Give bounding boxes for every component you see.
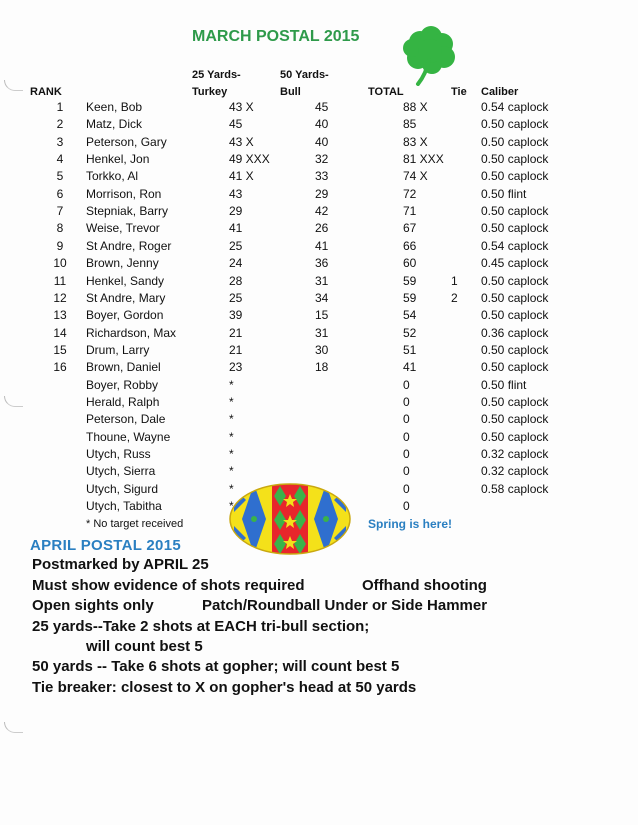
table-row bbox=[0, 308, 638, 325]
total-cell: 74 X bbox=[403, 169, 428, 184]
april-patch-line: Patch/Roundball Under or Side Hammer bbox=[202, 597, 488, 614]
score-50-cell: 31 bbox=[315, 273, 329, 288]
page-title: MARCH POSTAL 2015 bbox=[192, 28, 360, 45]
april-sights-line: Open sights only bbox=[32, 597, 154, 614]
name-cell: Morrison, Ron bbox=[86, 186, 162, 201]
rank-cell: 15 bbox=[53, 342, 67, 357]
shamrock-icon bbox=[398, 24, 462, 86]
total-cell: 0 bbox=[403, 481, 410, 496]
table-row bbox=[0, 274, 638, 291]
april-25yards-line: 25 yards--Take 2 shots at EACH tri-bull section; bbox=[32, 618, 370, 635]
rank-cell: 6 bbox=[56, 186, 64, 201]
rank-cell: 5 bbox=[56, 169, 64, 184]
name-cell: Brown, Jenny bbox=[86, 256, 159, 271]
rank-cell: 11 bbox=[53, 273, 67, 288]
score-50-cell: 29 bbox=[315, 186, 329, 201]
table-row bbox=[0, 221, 638, 238]
table-row bbox=[0, 204, 638, 221]
caliber-cell: 0.50 caplock bbox=[481, 204, 549, 219]
total-cell: 85 bbox=[403, 117, 417, 132]
header-25-yards: 25 Yards- bbox=[192, 69, 241, 81]
binder-hole-mark bbox=[4, 722, 23, 733]
rank-cell: 8 bbox=[56, 221, 64, 236]
score-25-cell: 39 bbox=[229, 308, 243, 323]
name-cell: Henkel, Sandy bbox=[86, 273, 165, 288]
name-cell: Utych, Russ bbox=[86, 447, 151, 461]
name-cell: Thoune, Wayne bbox=[86, 429, 171, 444]
score-25-cell: * bbox=[229, 499, 234, 514]
table-row bbox=[0, 135, 638, 152]
caliber-cell: 0.50 caplock bbox=[481, 134, 549, 149]
rank-cell: 9 bbox=[56, 238, 64, 253]
total-cell: 83 X bbox=[403, 134, 428, 149]
name-cell: Drum, Larry bbox=[86, 342, 150, 357]
score-25-cell: 43 X bbox=[229, 134, 254, 149]
score-50-cell: 15 bbox=[315, 308, 329, 323]
name-cell: Weise, Trevor bbox=[86, 221, 160, 236]
header-tie: Tie bbox=[451, 86, 467, 98]
total-cell: 67 bbox=[403, 221, 417, 236]
table-row bbox=[0, 117, 638, 134]
total-cell: 0 bbox=[403, 412, 410, 427]
caliber-cell: 0.50 caplock bbox=[481, 273, 549, 288]
caliber-cell: 0.54 caplock bbox=[481, 100, 549, 114]
score-25-cell: * bbox=[229, 394, 234, 409]
april-offhand-line: Offhand shooting bbox=[362, 577, 487, 594]
total-cell: 0 bbox=[403, 429, 410, 444]
caliber-cell: 0.50 caplock bbox=[481, 169, 549, 184]
table-row bbox=[0, 152, 638, 169]
binder-hole-mark bbox=[4, 80, 23, 91]
caliber-cell: 0.50 caplock bbox=[481, 412, 549, 427]
score-25-cell: 21 bbox=[229, 342, 243, 357]
score-50-cell: 33 bbox=[315, 169, 329, 184]
score-25-cell: 29 bbox=[229, 204, 243, 219]
caliber-cell: 0.50 caplock bbox=[481, 360, 549, 375]
total-cell: 0 bbox=[403, 464, 410, 479]
footnote-no-target: * No target received bbox=[86, 518, 184, 530]
total-cell: 66 bbox=[403, 238, 417, 253]
header-50-yards: 50 Yards- bbox=[280, 69, 329, 81]
score-25-cell: * bbox=[229, 429, 234, 444]
name-cell: Peterson, Dale bbox=[86, 412, 166, 427]
rank-cell: 7 bbox=[56, 204, 64, 219]
total-cell: 52 bbox=[403, 325, 417, 340]
table-row bbox=[0, 326, 638, 343]
table-row bbox=[0, 100, 638, 117]
table-row bbox=[0, 343, 638, 360]
score-25-cell: 24 bbox=[229, 256, 243, 271]
total-cell: 51 bbox=[403, 342, 417, 357]
score-25-cell: 45 bbox=[229, 117, 243, 132]
caliber-cell: 0.50 caplock bbox=[481, 152, 549, 167]
total-cell: 0 bbox=[403, 377, 410, 392]
caliber-cell: 0.50 caplock bbox=[481, 308, 549, 323]
name-cell: Brown, Daniel bbox=[86, 360, 161, 375]
score-25-cell: * bbox=[229, 412, 234, 427]
caliber-cell: 0.50 caplock bbox=[481, 290, 549, 305]
name-cell: Utych, Sigurd bbox=[86, 481, 159, 496]
rank-cell: 3 bbox=[56, 134, 64, 149]
caliber-cell: 0.50 flint bbox=[481, 186, 527, 201]
score-25-cell: 49 XXX bbox=[229, 152, 270, 167]
total-cell: 54 bbox=[403, 308, 417, 323]
caliber-cell: 0.50 caplock bbox=[481, 342, 549, 357]
name-cell: Boyer, Gordon bbox=[86, 308, 164, 323]
rank-cell: 16 bbox=[53, 360, 67, 375]
score-50-cell: 41 bbox=[315, 238, 329, 253]
caliber-cell: 0.54 caplock bbox=[481, 238, 549, 253]
total-cell: 88 X bbox=[403, 100, 428, 114]
rank-cell: 12 bbox=[53, 290, 67, 305]
name-cell: St Andre, Roger bbox=[86, 238, 172, 253]
score-25-cell: 28 bbox=[229, 273, 243, 288]
score-25-cell: 25 bbox=[229, 290, 243, 305]
score-50-cell: 45 bbox=[315, 100, 329, 114]
rank-cell: 2 bbox=[56, 117, 64, 132]
total-cell: 41 bbox=[403, 360, 417, 375]
table-row bbox=[0, 378, 638, 395]
rank-cell: 14 bbox=[53, 325, 67, 340]
rank-cell: 1 bbox=[56, 100, 64, 114]
score-50-cell: 30 bbox=[315, 342, 329, 357]
name-cell: Matz, Dick bbox=[86, 117, 143, 132]
total-cell: 60 bbox=[403, 256, 417, 271]
score-25-cell: 41 X bbox=[229, 169, 254, 184]
april-evidence-line: Must show evidence of shots required bbox=[32, 577, 305, 594]
name-cell: Peterson, Gary bbox=[86, 134, 167, 149]
score-25-cell: * bbox=[229, 377, 234, 392]
score-50-cell: 40 bbox=[315, 134, 329, 149]
total-cell: 71 bbox=[403, 204, 417, 219]
caliber-cell: 0.36 caplock bbox=[481, 325, 549, 340]
name-cell: Utych, Tabitha bbox=[86, 499, 162, 514]
name-cell: Utych, Sierra bbox=[86, 464, 156, 479]
caliber-cell: 0.50 caplock bbox=[481, 429, 549, 444]
name-cell: Stepniak, Barry bbox=[86, 204, 169, 219]
score-50-cell: 18 bbox=[315, 360, 329, 375]
april-tiebreaker-line: Tie breaker: closest to X on gopher's head at 50 yards bbox=[32, 679, 417, 696]
score-50-cell: 31 bbox=[315, 325, 329, 340]
score-25-cell: * bbox=[229, 464, 234, 479]
rank-cell: 10 bbox=[53, 256, 67, 271]
score-25-cell: * bbox=[229, 447, 234, 461]
table-row bbox=[0, 239, 638, 256]
total-cell: 0 bbox=[403, 447, 410, 461]
name-cell: Herald, Ralph bbox=[86, 394, 160, 409]
score-50-cell: 34 bbox=[315, 290, 329, 305]
total-cell: 59 bbox=[403, 290, 417, 305]
score-25-cell: 43 bbox=[229, 186, 243, 201]
april-postal-title: APRIL POSTAL 2015 bbox=[30, 537, 181, 554]
caliber-cell: 0.45 caplock bbox=[481, 256, 549, 271]
table-row bbox=[0, 360, 638, 377]
score-25-cell: 25 bbox=[229, 238, 243, 253]
table-row bbox=[0, 256, 638, 273]
table-row bbox=[0, 169, 638, 186]
table-row bbox=[0, 412, 638, 429]
header-total: TOTAL bbox=[368, 86, 404, 98]
caliber-cell: 0.32 caplock bbox=[481, 464, 549, 479]
header-rank: RANK bbox=[30, 86, 62, 98]
score-25-cell: * bbox=[229, 481, 234, 496]
total-cell: 0 bbox=[403, 499, 410, 514]
total-cell: 0 bbox=[403, 394, 410, 409]
april-postmark-line: Postmarked by APRIL 25 bbox=[32, 556, 209, 573]
table-row bbox=[0, 395, 638, 412]
caliber-cell: 0.50 caplock bbox=[481, 221, 549, 236]
name-cell: Torkko, Al bbox=[86, 169, 139, 184]
april-25yards-best-line: will count best 5 bbox=[86, 638, 203, 655]
name-cell: Henkel, Jon bbox=[86, 152, 150, 167]
name-cell: Boyer, Robby bbox=[86, 377, 159, 392]
rank-cell: 4 bbox=[56, 152, 64, 167]
header-turkey: Turkey bbox=[192, 86, 228, 98]
header-caliber: Caliber bbox=[481, 86, 519, 98]
name-cell: Keen, Bob bbox=[86, 100, 143, 114]
table-row bbox=[0, 187, 638, 204]
caliber-cell: 0.32 caplock bbox=[481, 447, 549, 461]
caliber-cell: 0.58 caplock bbox=[481, 481, 549, 496]
score-50-cell: 40 bbox=[315, 117, 329, 132]
score-25-cell: 41 bbox=[229, 221, 243, 236]
spring-is-here-text: Spring is here! bbox=[368, 517, 453, 531]
score-25-cell: 23 bbox=[229, 360, 243, 375]
score-50-cell: 42 bbox=[315, 204, 329, 219]
rank-cell: 13 bbox=[53, 308, 67, 323]
caliber-cell: 0.50 caplock bbox=[481, 394, 549, 409]
score-50-cell: 36 bbox=[315, 256, 329, 271]
tie-cell: 1 bbox=[451, 273, 458, 288]
april-50yards-line: 50 yards -- Take 6 shots at gopher; will count best 5 bbox=[32, 658, 400, 675]
score-50-cell: 32 bbox=[315, 152, 329, 167]
total-cell: 59 bbox=[403, 273, 417, 288]
easter-egg-icon bbox=[228, 482, 352, 556]
total-cell: 72 bbox=[403, 186, 417, 201]
name-cell: St Andre, Mary bbox=[86, 290, 166, 305]
score-25-cell: 43 X bbox=[229, 100, 254, 114]
table-row bbox=[0, 447, 638, 464]
name-cell: Richardson, Max bbox=[86, 325, 177, 340]
table-row bbox=[0, 291, 638, 308]
table-row bbox=[0, 430, 638, 447]
caliber-cell: 0.50 flint bbox=[481, 377, 527, 392]
score-25-cell: 21 bbox=[229, 325, 243, 340]
header-bull: Bull bbox=[280, 86, 301, 98]
tie-cell: 2 bbox=[451, 290, 458, 305]
table-row bbox=[0, 464, 638, 481]
score-50-cell: 26 bbox=[315, 221, 329, 236]
total-cell: 81 XXX bbox=[403, 152, 444, 167]
caliber-cell: 0.50 caplock bbox=[481, 117, 549, 132]
